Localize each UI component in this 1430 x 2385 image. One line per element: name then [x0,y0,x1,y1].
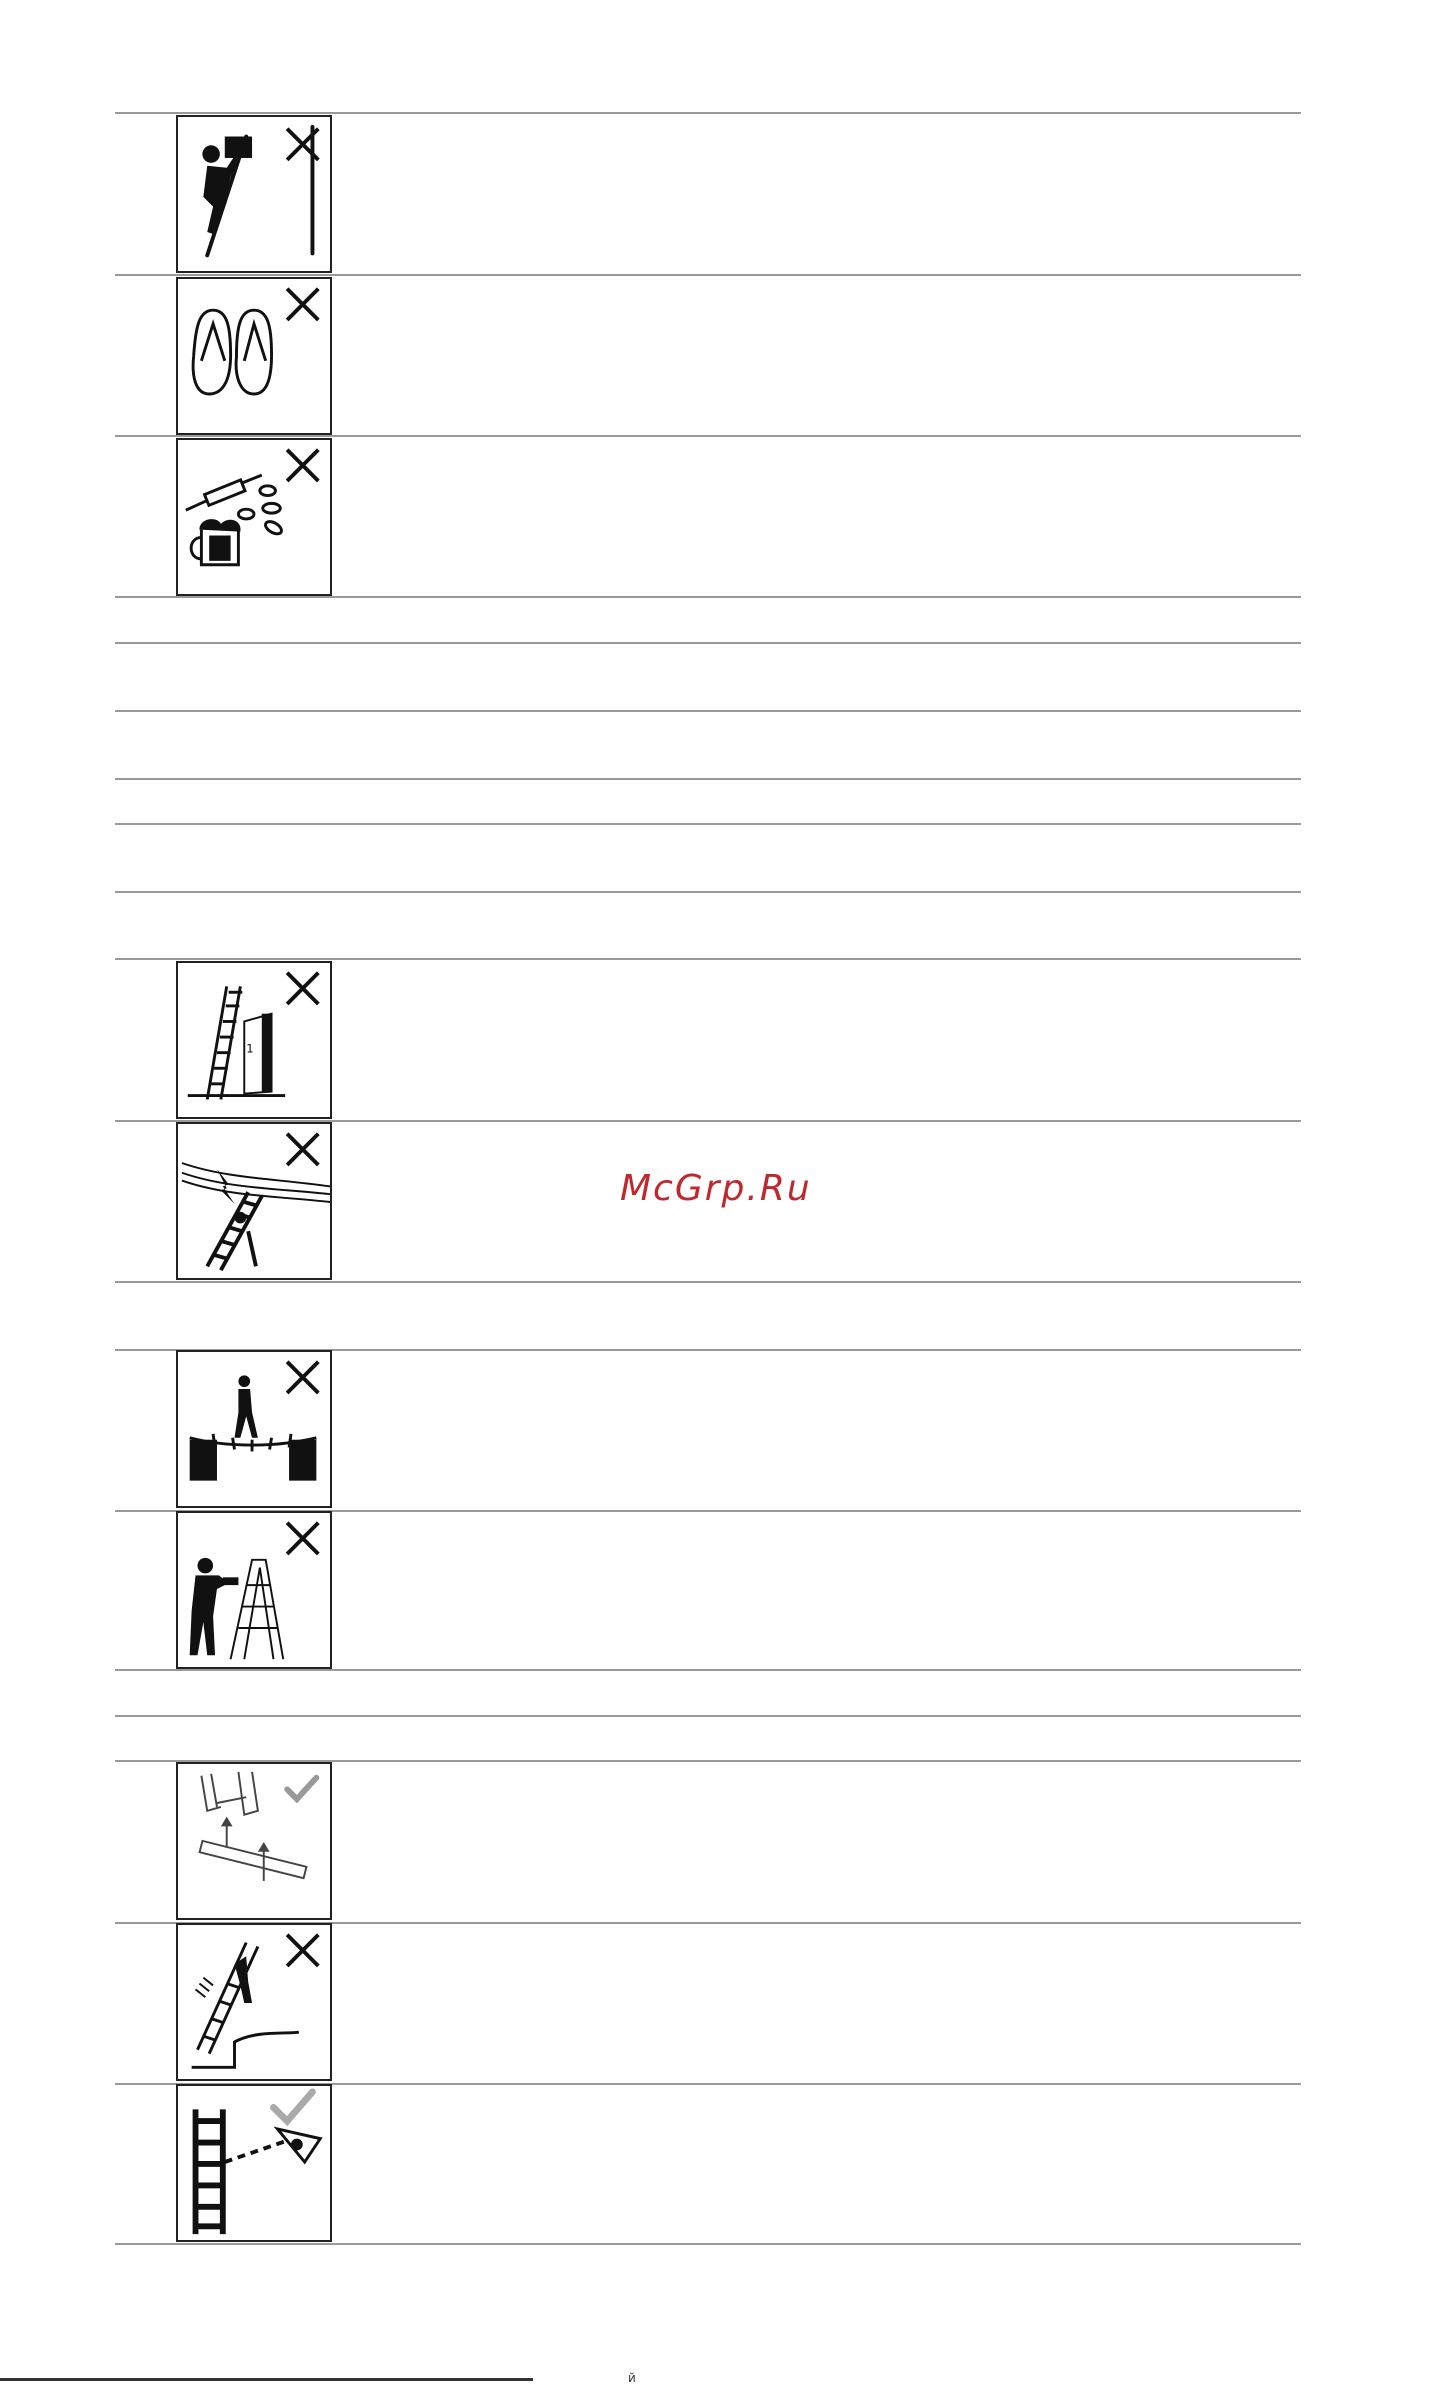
table-rule [115,823,1301,825]
watermark: McGrp.Ru [620,1168,812,1209]
table-rule [115,112,1301,114]
ladder-against-door-prohibited-icon [176,961,332,1119]
table-rule [115,710,1301,712]
table-rule [115,1281,1301,1283]
table-rule [115,778,1301,780]
table-rule [115,1669,1301,1671]
ladder-near-power-lines-prohibited-icon [176,1122,332,1280]
table-rule [115,274,1301,276]
stabilizer-bar-mounting-allowed-icon [176,1762,332,1920]
ladder-at-edge-prohibited-icon [176,1923,332,2081]
svg-text:1: 1 [246,1041,254,1056]
table-rule [115,642,1301,644]
ladder-as-bridge-prohibited-icon [176,1350,332,1508]
table-rule [115,596,1301,598]
table-rule [115,958,1301,960]
footer-rule [0,2378,533,2381]
table-rule [115,435,1301,437]
table-rule [115,2243,1301,2245]
table-rule [115,1715,1301,1717]
side-drilling-from-ladder-prohibited-icon [176,1511,332,1669]
climbing-with-load-prohibited-icon [176,115,332,273]
flip-flops-prohibited-icon [176,277,332,435]
footer-mark: й [628,2371,636,2385]
ladder-inspection-allowed-icon [176,2084,332,2242]
table-rule [115,891,1301,893]
drugs-alcohol-prohibited-icon [176,438,332,596]
